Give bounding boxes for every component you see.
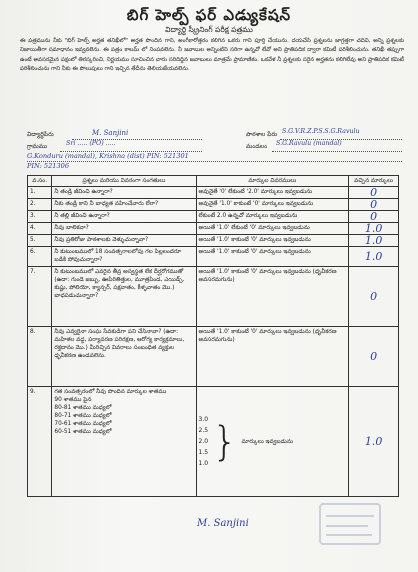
row-question: నీకు తండ్రి కాని నీ బాధ్యత వహించేవారు లేరా? (52, 199, 196, 211)
row-criteria: అయితే '1.0' కాకుంటే '0' మార్కులు ఇవ్వబడును (196, 247, 349, 267)
address-value: G.Konduru (mandal), Krishna (dist) PIN: 521301 (27, 152, 189, 160)
points-scale (199, 414, 347, 469)
brace-icon: } (212, 418, 238, 465)
screening-table (27, 175, 399, 497)
table-row (28, 387, 399, 497)
row-marks: 1.0 (349, 223, 399, 235)
district-label: మండలం (246, 143, 268, 150)
row-question: నీవు బాలికవా? (52, 223, 196, 235)
row-criteria: అయితే '1.0' కాకుంటే '0' మార్కులు ఇవ్వబడును (196, 235, 349, 247)
table-row (28, 199, 399, 211)
row-question: నీ కుటుంబములో ఎవరైన తీవ్ర అస్వస్థత లేక దీర్ఘరోగముతో (ఉదా: గుండె జబ్బు, ఊపిరితిత్తుల, మూత్రపిండ, ఎయిడ్స్, కుష్టు, పోలియో, క్యాన్సర్, పక్షవాతం, కీళ్ళవాతం మొ.) బాధపడుచున్నారా? (52, 267, 196, 327)
row-number: 4. (28, 223, 52, 235)
scale-range-item: 90 శాతము పైన (54, 397, 92, 403)
row-criteria: అవునైతే '0' లేకుంటే '2.0' మార్కులు ఇవ్వబడును (196, 187, 349, 199)
address-line (27, 161, 402, 162)
row-marks: 1.0 (349, 235, 399, 247)
row-number: 6. (28, 247, 52, 267)
district-value: S.G.Ravulu (mandal) (276, 140, 342, 147)
table-row (28, 187, 399, 199)
pin-value: PIN: 521306 (27, 162, 70, 170)
row-question (52, 387, 196, 497)
row-criteria: అవునైతే '1.0' కాకుంటే '0' మార్కులు ఇవ్వబడును (196, 199, 349, 211)
points-item: 2.5 (198, 427, 209, 434)
col-header-number: వ.సం. (28, 176, 52, 187)
points-item: 1.0 (198, 460, 209, 467)
row-marks: 1.0 (349, 387, 399, 497)
table-row (28, 247, 399, 267)
row-question: నీవు ఎవ్వరైనా సంఘ సేవకుడిగా పని చేసినావా? (ఉదా: మహిళల వద్ద, పర్యావరణ పరిరక్షణ, ఆరోగ్య కార్యక్రమాలు, రక్తదానం మొ.) మీరిచ్చిన వివరాలు సంబంధిత వ్యక్తుల ధృవీకరణ ఉండవలెను. (52, 327, 196, 387)
row-marks: 0 (349, 211, 399, 223)
row-number: 5. (28, 235, 52, 247)
col-header-marks: వచ్చిన మార్కులు (349, 176, 399, 187)
table-row (28, 223, 399, 235)
row-criteria: లేకుంటే 2.0 ఉన్నచో మార్కులు ఇవ్వబడును (196, 211, 349, 223)
row-question: నీ తండ్రి జీవించి ఉన్నారా? (52, 187, 196, 199)
row-number: 9. (28, 387, 52, 497)
row-criteria-text: మార్కులు ఇవ్వబడును (241, 438, 293, 445)
scale-range-item: 80-81 శాతము మధ్యలో (54, 405, 112, 411)
row-number: 3. (28, 211, 52, 223)
row-number: 1. (28, 187, 52, 199)
scale-range-item: 70-61 శాతము మధ్యలో (54, 421, 112, 427)
table-row (28, 235, 399, 247)
table-header-row (28, 176, 399, 187)
village-value: Sri ..... (PO) ..... (66, 140, 116, 147)
student-name-value: M. Sanjini (92, 129, 129, 137)
scale-range-item: 60-51 శాతము మధ్యలో (54, 429, 112, 435)
form-title: బిగ్ హెల్ప్ ఫర్ ఎడ్యుకేషన్ (126, 6, 292, 24)
row-question: నీవు ప్రతిరోజు పాఠశాలకు వెళ్ళుచున్నావా? (52, 235, 196, 247)
school-value: S.G.V.R.Z.P.S.S.G.Ravulu (282, 128, 360, 135)
points-item: 1.5 (198, 449, 209, 456)
row-question-text: గత సంవత్సరంలో నీవు పొందిన మార్కుల శాతము (54, 389, 167, 395)
col-header-criteria: మార్కుల వివరములు (196, 176, 349, 187)
district-line (272, 151, 402, 152)
row-number: 2. (28, 199, 52, 211)
row-criteria: అయితే '1.0' లేకుంటే '0' మార్కులు ఇవ్వబడును (196, 223, 349, 235)
signature: M. Sanjini (197, 518, 249, 529)
row-question: నీ కుటుంబములో 18 సంవత్సరాలలోపు గల పిల్లలందరూ బడికి పోవుచున్నారా? (52, 247, 196, 267)
points-item: 3.0 (198, 416, 209, 423)
stamp-icon (318, 502, 382, 546)
points-list (199, 414, 209, 469)
table-row (28, 267, 399, 327)
table-row (28, 211, 399, 223)
student-name-label: విద్యార్థిపేరు (27, 131, 54, 138)
school-label: పాఠశాల పేరు (246, 131, 278, 138)
instructions-paragraph: ఈ పత్రమును నీకు "బిగ్ హెల్ప్ అర్హత తనిఖీలో" అర్హత పొందిన గాని, అంగీకారోత్తరం కలిగిన ఒకరు గాని పూర్తి చేయును. దయచేసి ప్రశ్నలను జాగ్రత్తగా చదివి, అన్ని ప్రశ్నలకు నిజాయితీగా సమాధానం ఇవ్వవలెను. ఈ పత్రం కాలమ్ లో నింపవలెను. నీ జవాబుల అన్నింటిని సరిగా ఉన్నవో లేవో అని ప్రాతిపదిక ద్వారా కమిటీ పరిశీలించును. తనిఖీ తప్పుగా ఉంటే అవసరమైన పక్షంలో తిరస్కరించి, నిర్ణయము సూచించిన వారు సరిదిద్దిన జవాబులు మాత్రమే ప్రామాణికం. ఒకవేళ నీ ప్రశ్నలకు సరైన అర్హతను కలిగిలేవు అని ప్రాతిపదిక కమిటీ పరిశీలించును గాని నీకు ఈ పొలుపులు గాని ఇచ్చిన తేదీను తెలియజేయవలెను. (20, 38, 404, 73)
row-number: 7. (28, 267, 52, 327)
row-marks: 0 (349, 199, 399, 211)
row-number: 8. (28, 327, 52, 387)
row-criteria: అయితే '1.0' కాకుంటే '0' మార్కులు ఇవ్వబడును (ధృవీకరణ అవసరమగును) (196, 327, 349, 387)
row-criteria (196, 387, 349, 497)
village-label: గ్రామము (27, 143, 48, 150)
scale-range-item: 80-71 శాతము మధ్యలో (54, 413, 112, 419)
table-row (28, 327, 399, 387)
row-marks: 0 (349, 267, 399, 327)
form-subtitle: విద్యార్థి స్క్రీనింగ్ పరీక్ష పత్రము (165, 25, 253, 34)
row-marks: 0 (349, 327, 399, 387)
row-marks: 0 (349, 187, 399, 199)
col-header-question: ప్రశ్నలు మరియు వివరంగా సంగతులు (52, 176, 196, 187)
points-item: 2.0 (198, 438, 209, 445)
row-marks: 1.0 (349, 247, 399, 267)
row-criteria: అయితే '1.0' కాకుంటే '0' మార్కులు ఇవ్వబడును (ధృవీకరణ అవసరమగును) (196, 267, 349, 327)
row-question: నీ తల్లి జీవించి ఉన్నారా? (52, 211, 196, 223)
